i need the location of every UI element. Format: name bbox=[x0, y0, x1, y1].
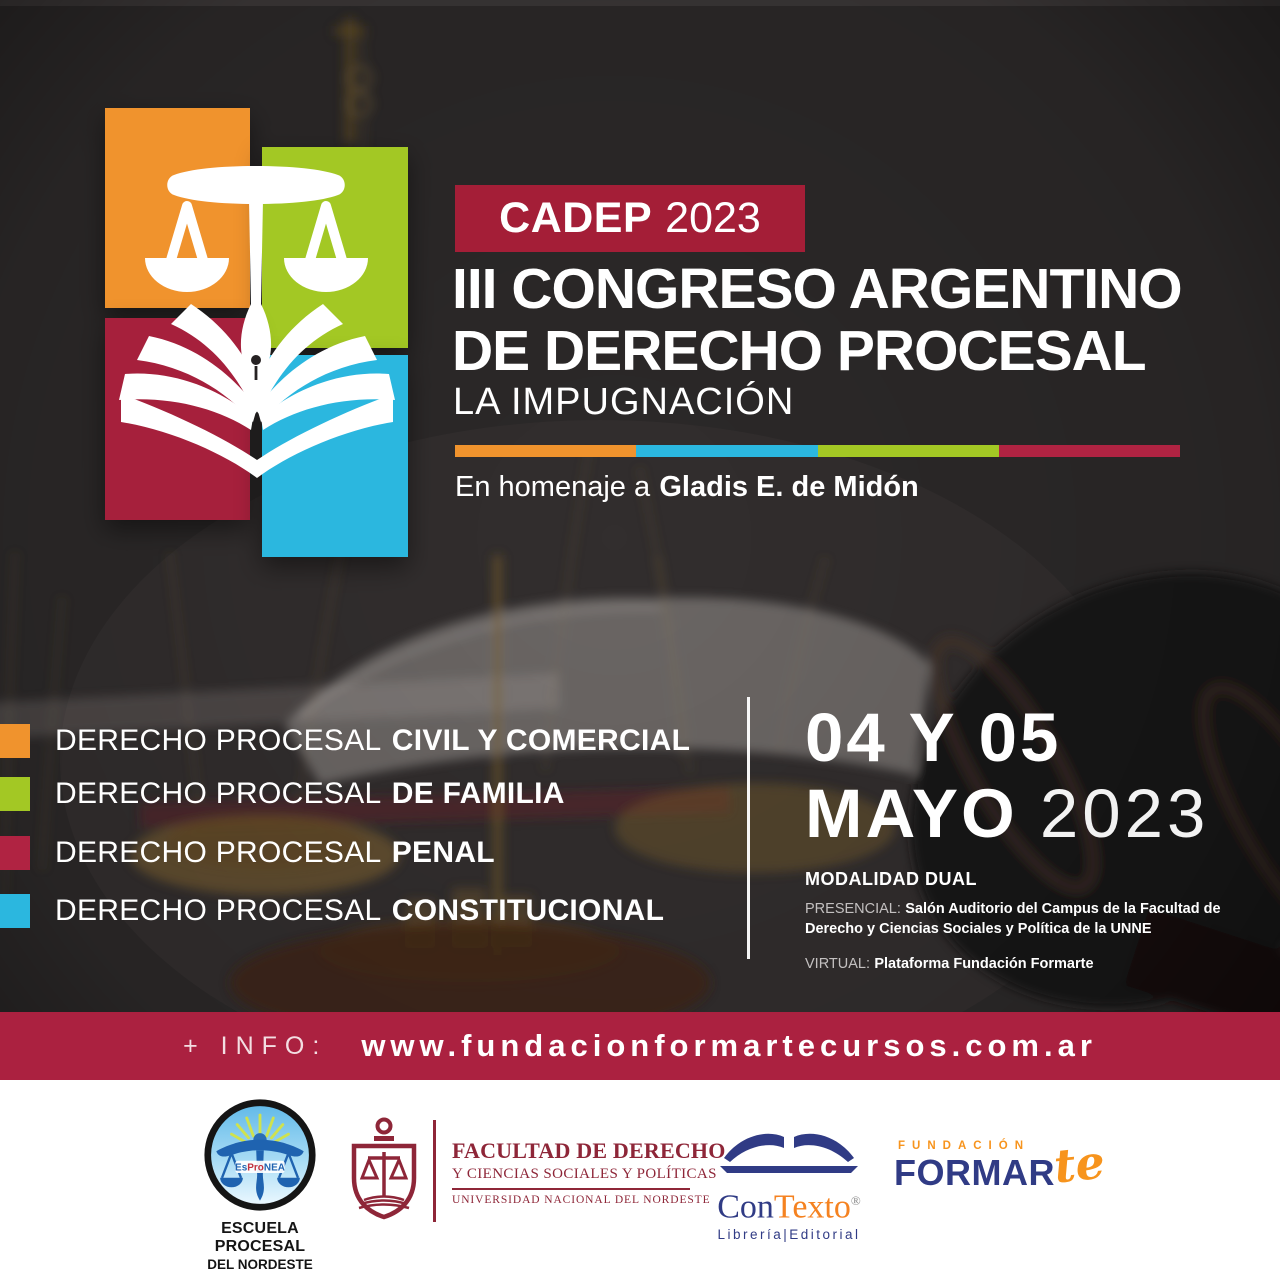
info-label: + INFO: bbox=[183, 1031, 328, 1060]
homage-line bbox=[455, 468, 919, 506]
virtual-label: VIRTUAL: bbox=[805, 955, 871, 972]
stripe-segment-crimson bbox=[999, 445, 1180, 457]
open-book-icon bbox=[714, 1124, 864, 1176]
formarte-fundacion: FUNDACIÓN bbox=[898, 1140, 1030, 1152]
formarte-main: FORMAR bbox=[894, 1152, 1055, 1193]
congress-subtitle: LA IMPUGNACIÓN bbox=[453, 381, 795, 423]
footer-divider bbox=[433, 1120, 436, 1222]
facultad-line3: UNIVERSIDAD NACIONAL DEL NORDESTE bbox=[452, 1193, 711, 1206]
bullet-crimson bbox=[0, 836, 30, 870]
event-dates: 04 Y 05 bbox=[805, 699, 1062, 776]
espronea-seal-icon bbox=[203, 1098, 317, 1212]
info-url: www.fundacionformartecursos.com.ar bbox=[361, 1028, 1097, 1063]
topic-name: CONSTITUCIONAL bbox=[391, 894, 665, 927]
formarte-script: te bbox=[1051, 1134, 1108, 1194]
event-details bbox=[805, 700, 1257, 988]
topic-prefix: DERECHO PROCESAL bbox=[55, 836, 382, 869]
stripe-segment-green bbox=[818, 445, 999, 457]
presencial-text: Salón Auditorio del Campus de la Facultad de Derecho y Ciencias Sociales y Política de la UNNE bbox=[805, 901, 1221, 937]
virtual-text: Plataforma Fundación Formarte bbox=[874, 955, 1094, 972]
color-stripe bbox=[455, 445, 1180, 457]
footer bbox=[0, 1080, 1280, 1280]
topic-row-civil bbox=[0, 722, 690, 760]
topic-prefix: DERECHO PROCESAL bbox=[55, 724, 382, 757]
topic-prefix: DERECHO PROCESAL bbox=[55, 777, 382, 810]
topic-name: CIVIL Y COMERCIAL bbox=[391, 724, 691, 757]
bullet-orange bbox=[0, 724, 30, 758]
svg-text:EsProNEA: EsProNEA bbox=[235, 1162, 285, 1174]
bullet-green bbox=[0, 777, 30, 811]
formarte-logo bbox=[894, 1134, 1108, 1194]
badge-title: CADEP bbox=[499, 194, 653, 242]
stripe-segment-cyan bbox=[636, 445, 817, 457]
facultad-line1: FACULTAD DE DERECHO bbox=[452, 1138, 726, 1163]
espronea-line1: ESCUELA PROCESAL bbox=[214, 1220, 306, 1255]
contexto-name: ConTexto® bbox=[717, 1188, 861, 1226]
registered-mark: ® bbox=[850, 1193, 861, 1208]
facultad-line2: Y CIENCIAS SOCIALES Y POLÍTICAS bbox=[452, 1166, 717, 1182]
facultad-rule bbox=[452, 1188, 690, 1190]
facultad-logo bbox=[452, 1138, 726, 1206]
congress-logo bbox=[105, 108, 408, 557]
scales-pen-book-icon bbox=[105, 108, 408, 557]
info-bar bbox=[0, 1012, 1280, 1080]
topic-name: PENAL bbox=[391, 836, 495, 869]
homage-name: Gladis E. de Midón bbox=[659, 471, 919, 503]
title-line1: III CONGRESO ARGENTINO bbox=[452, 257, 1182, 321]
espronea-line2: DEL NORDESTE bbox=[207, 1257, 313, 1272]
stripe-segment-orange bbox=[455, 445, 636, 457]
espronea-logo bbox=[184, 1098, 336, 1272]
bullet-cyan bbox=[0, 894, 30, 928]
topic-row-constitucional bbox=[0, 892, 664, 930]
homage-prefix: En homenaje a bbox=[455, 471, 651, 503]
badge-year: 2023 bbox=[665, 194, 761, 242]
presencial-label: PRESENCIAL: bbox=[805, 901, 901, 917]
contexto-logo bbox=[710, 1124, 868, 1242]
topic-prefix: DERECHO PROCESAL bbox=[55, 894, 382, 927]
topic-row-penal bbox=[0, 834, 495, 872]
topic-name: DE FAMILIA bbox=[391, 777, 565, 810]
presencial-info bbox=[805, 899, 1245, 939]
congress-title bbox=[452, 258, 1182, 382]
modality-title: MODALIDAD DUAL bbox=[805, 869, 977, 889]
vertical-divider bbox=[747, 697, 750, 959]
event-month: MAYO bbox=[805, 775, 1018, 852]
title-line2: DE DERECHO PROCESAL bbox=[452, 319, 1146, 383]
cadep-badge bbox=[455, 185, 805, 252]
facultad-shield-icon bbox=[348, 1116, 420, 1222]
event-month-year bbox=[805, 776, 1257, 852]
topic-row-familia bbox=[0, 775, 565, 813]
contexto-tagline: Librería|Editorial bbox=[717, 1227, 861, 1243]
virtual-info bbox=[805, 954, 1245, 974]
event-year: 2023 bbox=[1039, 775, 1210, 852]
